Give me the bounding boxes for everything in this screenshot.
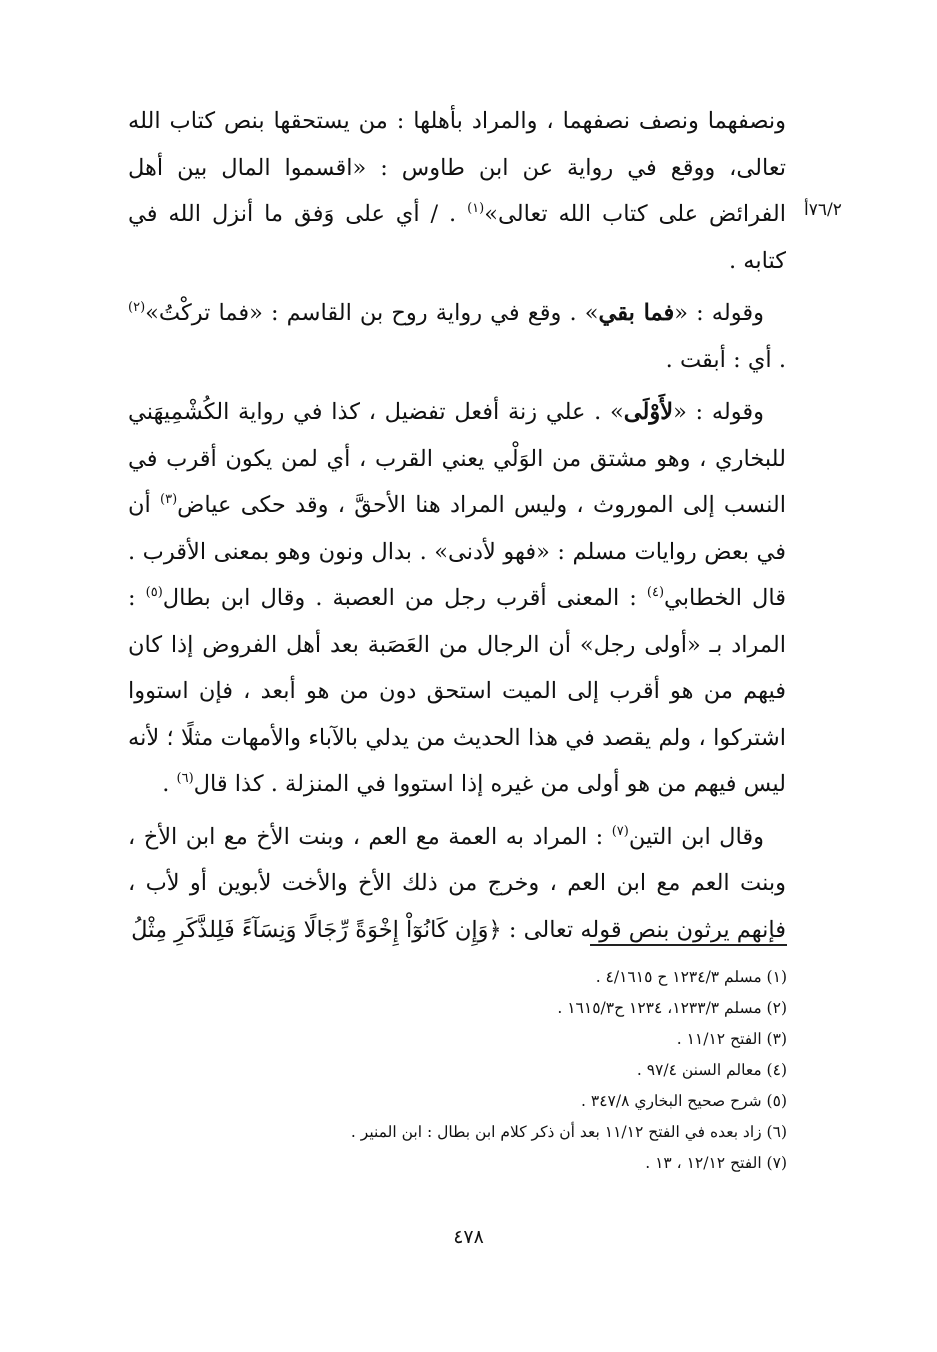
text-segment: : المعنى أقرب رجل من العصبة . وقال ابن بطال [162, 585, 647, 611]
text-segment: أن في بعض روايات مسلم : «فهو لأدنى» . بدال ونون وهو بمعنى الأقرب . قال الخطابي [128, 492, 787, 611]
text-segment: . / أي على وَفق ما أنزل الله في كتابه . [128, 201, 786, 274]
paragraph-3 [128, 389, 786, 808]
footnotes [200, 962, 787, 1179]
text-segment: وقال ابن التين [628, 823, 764, 850]
paragraph-1 [128, 98, 786, 284]
footnote-3: (٣) الفتح ١١/١٢ . [676, 1030, 787, 1048]
footnote-ref-7: (٧) [611, 823, 629, 839]
paragraph-2 [128, 290, 786, 383]
text-segment: ونصفهما ونصف نصفهما ، والمراد بأهلها : من يستحقها بنص كتاب الله تعالى، ووقع في رواية عن ابن طاوس : «اقسموا المال بين أهل الفرائض على كتاب الله تعالى» [128, 108, 786, 227]
main-text [128, 98, 786, 959]
text-segment: : المراد به العمة مع العم ، وبنت الأخ مع ابن الأخ ، وبنت العم مع ابن العم ، وخرج من ذلك الأخ والأخت لأبوين أو لأب ، فإنهم يرثون بنص قوله تعالى : ﴿وَإِن كَانُوٓاْ إِخْوَةً رِّجَالًا وَنِسَآءً فَلِلذَّكَرِ مِثْلُ [128, 823, 786, 943]
footnote-1: (١) مسلم ١٢٣٤/٣ ح ٤/١٦١٥ . [595, 968, 787, 986]
text-segment: : المراد بـ «أولى رجل» أن الرجال من العَصَبة بعد أهل الفروض إذا كان فيهم من هو أقرب إلى الميت استحق دون من هو أبعد ، فإن استووا اشتركوا ، ولم يقصد في هذا الحديث من يدلي بالآباء والأمهات مثلًا ؛ لأنه ليس فيهم من هو أولى من غيره إذا استووا في المنزلة . كذا قال [128, 585, 786, 797]
footnote-7: (٧) الفتح ١٢/١٢ ، ١٣ . [645, 1154, 787, 1172]
text-segment: وقوله : « [674, 300, 764, 326]
bold-term: فما بقي [598, 300, 675, 326]
text-segment: وقوله : « [673, 399, 764, 425]
footnote-ref-2: (٢) [128, 300, 146, 315]
bold-term: لأَوْلَى [623, 399, 674, 425]
footnote-4: (٤) معالم السنن ٩٧/٤ . [636, 1061, 787, 1079]
footnote-ref-6: (٦) [176, 771, 194, 786]
footnote-ref-4: (٤) [646, 585, 665, 600]
text-segment: . [162, 771, 177, 797]
text-segment: . أي : أبقت . [665, 346, 786, 373]
footnote-5: (٥) شرح صحيح البخاري ٣٤٧/٨ . [581, 1092, 787, 1110]
text-segment: » . علي زنة أفعل تفضيل ، كذا في رواية الكُشْمِيهَني للبخاري ، وهو مشتق من الوَلْي يعني القرب ، أي لمن يكون أقرب في النسب إلى الموروث ، وليس المراد هنا الأحقَّ ، وقد حكى عياض [128, 399, 786, 518]
footnote-ref-5: (٥) [145, 585, 163, 600]
footnote-2: (٢) مسلم ١٢٣٣/٣، ١٢٣٤ ح١٦١٥/٣ . [557, 999, 787, 1017]
text-segment: » . وقع في رواية روح بن القاسم : «فما تركْتُ» [145, 300, 599, 326]
margin-reference: ٧٦/٢أ [804, 200, 842, 220]
footnote-divider [590, 944, 787, 946]
footnote-6: (٦) زاد بعده في الفتح ١١/١٢ بعد أن ذكر كلام ابن بطال : ابن المنير . [350, 1123, 787, 1141]
page-number: ٤٧٨ [453, 1226, 484, 1248]
footnote-ref-3: (٣) [160, 492, 178, 507]
footnote-ref-1: (١) [467, 201, 485, 216]
paragraph-4 [128, 814, 786, 954]
